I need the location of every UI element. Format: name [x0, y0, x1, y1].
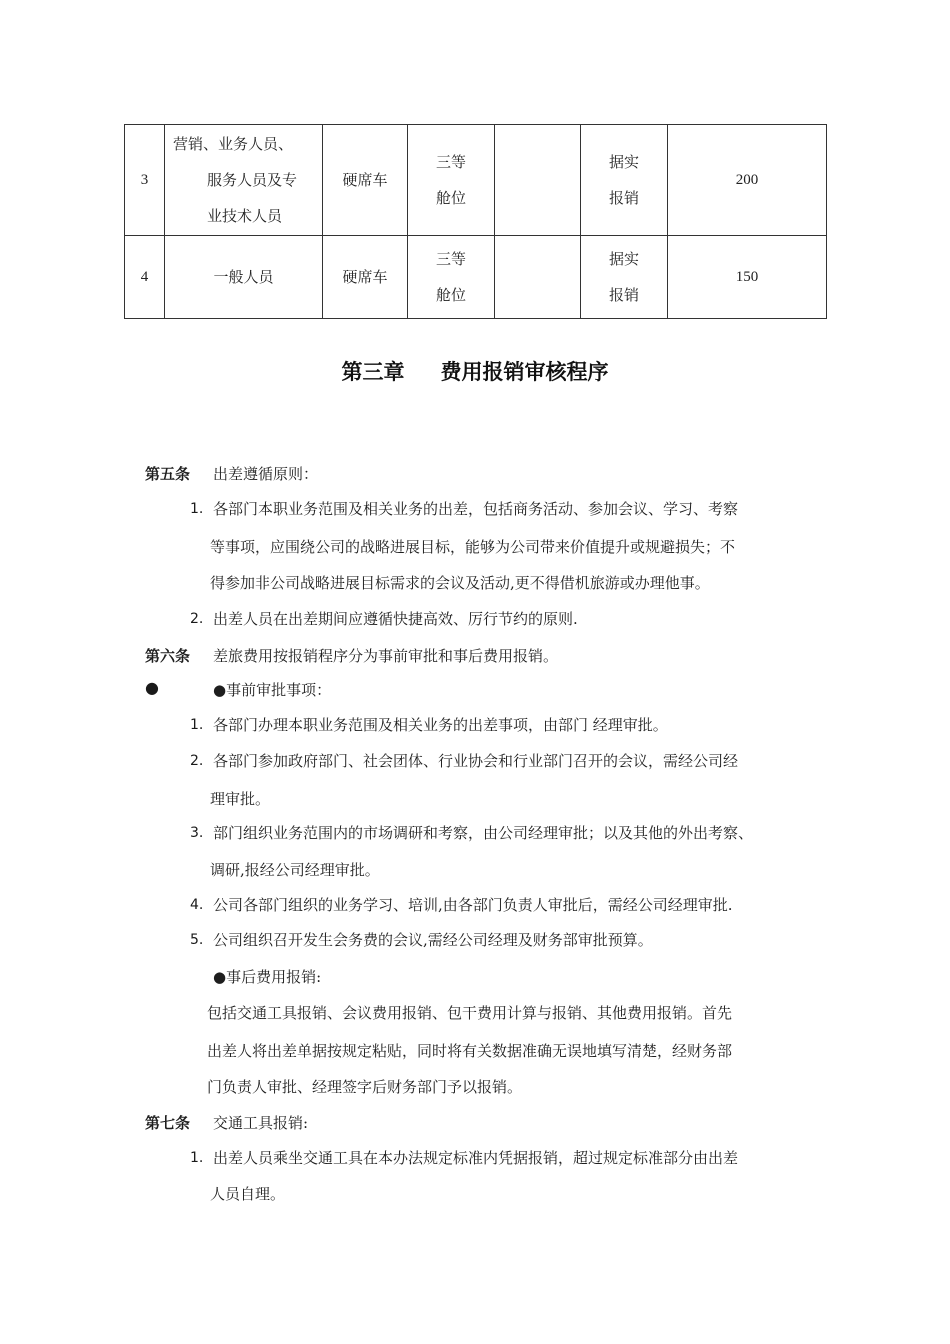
list-number: 2.: [190, 611, 204, 627]
article-text: 出差遵循原则：: [213, 465, 319, 483]
list-number: 1.: [190, 501, 204, 517]
train-class: 硬席车: [323, 236, 408, 319]
reimburse-method: 据实 报销: [581, 236, 668, 319]
train-class: 硬席车: [323, 125, 408, 236]
article-label: 第七条: [145, 1114, 191, 1132]
list-item-line: 部门组织业务范围内的市场调研和考察，由公司经理审批；以及其他的外出考察、: [213, 824, 754, 842]
allowance-amount: 200: [668, 125, 827, 236]
list-number: 5.: [190, 932, 204, 948]
empty-cell: [495, 236, 581, 319]
list-item-line: 理审批。: [210, 790, 271, 808]
list-number: 3.: [190, 825, 204, 841]
article-label: 第五条: [145, 465, 191, 483]
row-number: 3: [125, 125, 165, 236]
list-item-line: 人员自理。: [210, 1185, 286, 1203]
paragraph-line: 包括交通工具报销、会议费用报销、包干费用计算与报销、其他费用报销。首先: [207, 1004, 733, 1022]
chapter-heading: [0, 356, 950, 386]
chapter-title: 费用报销审核程序: [440, 360, 609, 384]
list-number: 2.: [190, 753, 204, 769]
article-6: [145, 645, 190, 666]
list-item-line: 出差人员乘坐交通工具在本办法规定标准内凭据报销，超过规定标准部分由出差: [213, 1149, 739, 1167]
row-number: 4: [125, 236, 165, 319]
subsection-title: ●事前审批事项：: [213, 681, 332, 699]
table-row: [125, 236, 827, 319]
personnel-category: 营销、业务人员、 服务人员及专 业技术人员: [165, 125, 323, 236]
paragraph-line: 门负责人审批、经理签字后财务部门予以报销。: [207, 1078, 523, 1096]
article-text: 差旅费用按报销程序分为事前审批和事后费用报销。: [213, 647, 559, 665]
ship-class: 三等 舱位: [408, 125, 495, 236]
empty-cell: [495, 125, 581, 236]
list-item-line: 各部门参加政府部门、社会团体、行业协会和行业部门召开的会议，需经公司经: [213, 752, 739, 770]
list-item-line: 公司各部门组织的业务学习、培训,由各部门负责人审批后，需经公司经理审批.: [213, 896, 733, 914]
list-item-line: 各部门本职业务范围及相关业务的出差，包括商务活动、参加会议、学习、考察: [213, 500, 739, 518]
bullet-icon: ●: [145, 678, 159, 697]
article-7: [145, 1112, 190, 1133]
allowance-amount: 150: [668, 236, 827, 319]
ship-class: 三等 舱位: [408, 236, 495, 319]
reimburse-method: 据实 报销: [581, 125, 668, 236]
list-number: 1.: [190, 717, 204, 733]
article-5: [145, 463, 190, 484]
list-item-line: 得参加非公司战略进展目标需求的会议及活动,更不得借机旅游或办理他事。: [210, 574, 710, 592]
table-row: [125, 125, 827, 236]
list-item-line: 出差人员在出差期间应遵循快捷高效、厉行节约的原则.: [213, 610, 578, 628]
list-item-line: 各部门办理本职业务范围及相关业务的出差事项，由部门 经理审批。: [213, 716, 668, 734]
list-item-line: 调研,报经公司经理审批。: [210, 861, 380, 879]
chapter-label: 第三章: [341, 360, 405, 384]
subsection-title: ●事后费用报销:: [213, 968, 322, 986]
paragraph-line: 出差人将出差单据按规定粘贴，同时将有关数据准确无误地填写清楚，经财务部: [207, 1042, 733, 1060]
list-number: 4.: [190, 897, 204, 913]
article-label: 第六条: [145, 647, 191, 665]
travel-standard-table: [124, 124, 827, 319]
list-number: 1.: [190, 1150, 204, 1166]
personnel-category: 一般人员: [165, 236, 323, 319]
list-item-line: 公司组织召开发生会务费的会议,需经公司经理及财务部审批预算。: [213, 931, 653, 949]
list-item-line: 等事项，应围绕公司的战略进展目标，能够为公司带来价值提升或规避损失；不: [210, 538, 736, 556]
article-text: 交通工具报销:: [213, 1114, 309, 1132]
